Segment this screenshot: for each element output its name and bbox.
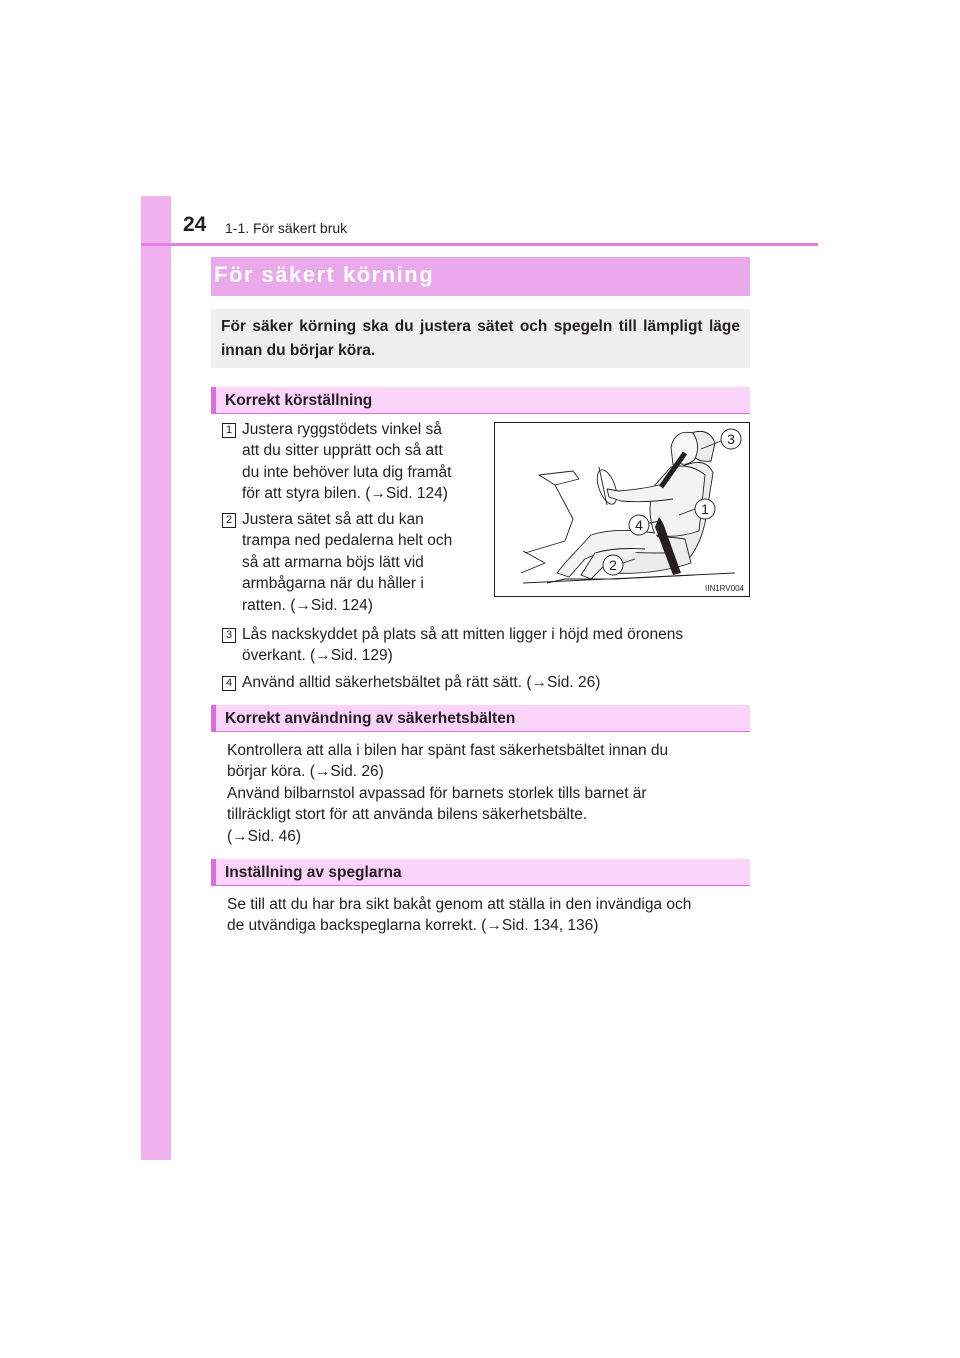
subheading-korrekt-anvandning [211,705,750,732]
subheading-accent-bar [211,387,216,413]
text-line: Se till att du har bra sikt bakåt genom att ställa in den invändiga och [227,896,692,913]
header-rule [141,243,818,246]
seat-illustration [494,422,750,597]
text-line: (→Sid. 46) [227,827,302,845]
item-number-4: 4 [222,676,236,691]
subheading-label: Korrekt körställning [225,392,373,409]
page-title: För säkert körning [214,262,435,287]
text-line: för att styra bilen. (→Sid. 124) [242,485,448,503]
text-line: ratten. (→Sid. 124) [242,596,373,614]
text-line: de utvändiga backspeglarna korrekt. (→Sid. 134, 136) [227,917,599,935]
item-3-text [242,624,744,667]
callout-4: 4 [635,517,643,533]
callout-3: 3 [727,431,735,447]
intro-text: För säker körning ska du justera sätet och spegeln till lämpligt läge innan du börjar köra. [221,318,740,359]
item-1-text [242,419,479,505]
callout-2: 2 [609,557,617,573]
text-line: Justera ryggstödets vinkel så [242,421,442,438]
subheading-accent-bar [211,705,216,731]
seat-illustration-drawing [495,423,749,596]
text-line: Justera sätet så att du kan [242,511,424,528]
text-line: Lås nackskyddet på plats så att mitten ligger i höjd med öronens [242,626,684,643]
illustration-code: IIN1RV004 [705,584,744,593]
mirror-text [227,894,744,937]
item-4-text [242,672,744,693]
item-number-1: 1 [222,423,236,438]
text-line: så att armarna böjs lätt vid [242,553,424,571]
callout-1: 1 [701,501,709,517]
subheading-korrekt-korstallning [211,387,750,414]
page-number: 24 [183,213,207,236]
belt-usage-text [227,740,744,847]
item-number-2: 2 [222,513,236,528]
text-line: du inte behöver luta dig framåt [242,463,452,481]
text-line: Använd alltid säkerhetsbältet på rätt sätt. (→Sid. 26) [242,674,601,691]
text-line: armbågarna när du håller i [242,575,424,593]
text-line: överkant. (→Sid. 129) [242,647,393,665]
item-number-3: 3 [222,628,236,643]
subheading-installning-speglarna [211,859,750,886]
text-line: börjar köra. (→Sid. 26) [227,763,384,781]
subheading-accent-bar [211,859,216,885]
text-line: Kontrollera att alla i bilen har spänt fast säkerhetsbältet innan du [227,742,669,759]
section-label: 1-1. För säkert bruk [225,220,348,236]
subheading-label: Korrekt användning av säkerhetsbälten [225,710,516,727]
item-2-text [242,509,479,616]
text-line: att du sitter upprätt och så att [242,442,443,460]
side-strip [141,196,171,1160]
text-line: trampa ned pedalerna helt och [242,532,453,550]
subheading-label: Inställning av speglarna [225,864,402,881]
text-line: Använd bilbarnstol avpassad för barnets storlek tills barnet är [227,784,647,802]
text-line: tillräckligt stort för att använda bilens säkerhetsbälte. [227,806,588,824]
